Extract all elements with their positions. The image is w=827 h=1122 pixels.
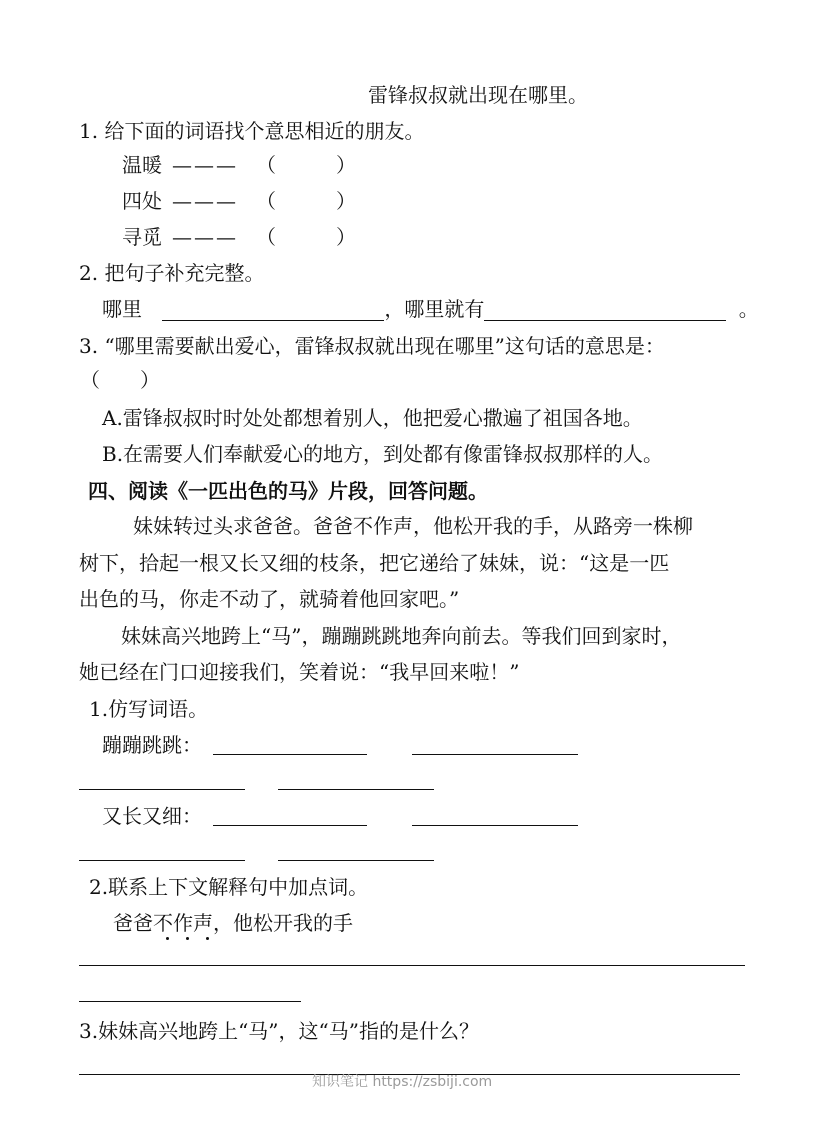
sub2-title: 2.联系上下文解释句中加点词。	[89, 875, 369, 899]
para1-line-3: 出色的马，你走不动了，就骑着他回家吧。”	[79, 587, 460, 611]
section4-heading: 四、阅读《一匹出色的马》片段，回答问题。	[88, 479, 488, 503]
para2-line-2: 她已经在门口迎接我们，笑着说：“我早回来啦！”	[79, 660, 520, 684]
sub1-blank[interactable]	[412, 825, 578, 826]
q1-word: 四处	[122, 189, 162, 213]
sub1-word2-label: 又长又细：	[102, 804, 202, 828]
q3-option-a: A.雷锋叔叔时时处处都想着别人，他把爱心撒遍了祖国各地。	[102, 406, 643, 430]
q1-word: 温暖	[122, 153, 162, 177]
sub1-blank[interactable]	[278, 789, 434, 790]
q2-blank-2[interactable]	[484, 300, 726, 321]
sub1-title: 1.仿写词语。	[89, 697, 209, 721]
q3-option-b: B.在需要人们奉献爱心的地方，到处都有像雷锋叔叔那样的人。	[102, 442, 664, 466]
sub1-blank[interactable]	[412, 754, 578, 755]
q2-part1: 哪里	[102, 297, 142, 321]
q1-row-2	[122, 189, 356, 213]
q2-end: 。	[738, 297, 759, 321]
para1-line-2: 树下，拾起一根又长又细的枝条，把它递给了妹妹，说：“这是一匹	[79, 551, 670, 575]
q1-dash: ———	[172, 225, 238, 249]
q2-sentence	[102, 297, 759, 321]
answer-parens[interactable]: （ ）	[256, 153, 356, 177]
q1-dash: ———	[172, 153, 238, 177]
sub3-title: 3.妹妹高兴地跨上“马”，这“马”指的是什么？	[79, 1019, 479, 1043]
q1-row-3	[122, 225, 356, 249]
sub1-word1-label: 蹦蹦跳跳：	[102, 733, 202, 757]
sub1-blank[interactable]	[213, 754, 367, 755]
q1-dash: ———	[172, 189, 238, 213]
answer-parens[interactable]: （ ）	[256, 225, 356, 249]
q3-answer-parens[interactable]: （ ）	[80, 368, 160, 392]
sub1-blank[interactable]	[213, 825, 367, 826]
emphasis-dot	[206, 937, 209, 940]
answer-parens[interactable]: （ ）	[256, 189, 356, 213]
para2-line-1: 妹妹高兴地跨上“马”，蹦蹦跳跳地奔向前去。等我们回到家时，	[121, 624, 682, 648]
sub2-answer-line[interactable]	[79, 1001, 301, 1002]
para1-line-1: 妹妹转过头求爸爸。爸爸不作声，他松开我的手，从路旁一株柳	[133, 514, 693, 538]
sub2-sentence: 爸爸不作声，他松开我的手	[113, 911, 353, 935]
sub1-blank[interactable]	[79, 860, 245, 861]
q2-blank-1[interactable]	[162, 300, 384, 321]
q1-row-1	[122, 153, 356, 177]
q1-word: 寻觅	[122, 225, 162, 249]
q2-title: 2. 把句子补充完整。	[79, 261, 265, 285]
footer-watermark: 知识笔记 https://zsbiji.com	[312, 1074, 493, 1090]
emphasis-dot	[186, 937, 189, 940]
sub2-answer-line[interactable]	[79, 965, 745, 966]
sub1-blank[interactable]	[278, 860, 434, 861]
top-line: 雷锋叔叔就出现在哪里。	[368, 83, 588, 107]
q3-title: 3. “哪里需要献出爱心，雷锋叔叔就出现在哪里”这句话的意思是：	[79, 334, 665, 358]
q2-part2: ，哪里就有	[384, 297, 485, 321]
emphasis-dot	[166, 937, 169, 940]
q1-title: 1. 给下面的词语找个意思相近的朋友。	[79, 119, 425, 143]
sub1-blank[interactable]	[79, 789, 245, 790]
